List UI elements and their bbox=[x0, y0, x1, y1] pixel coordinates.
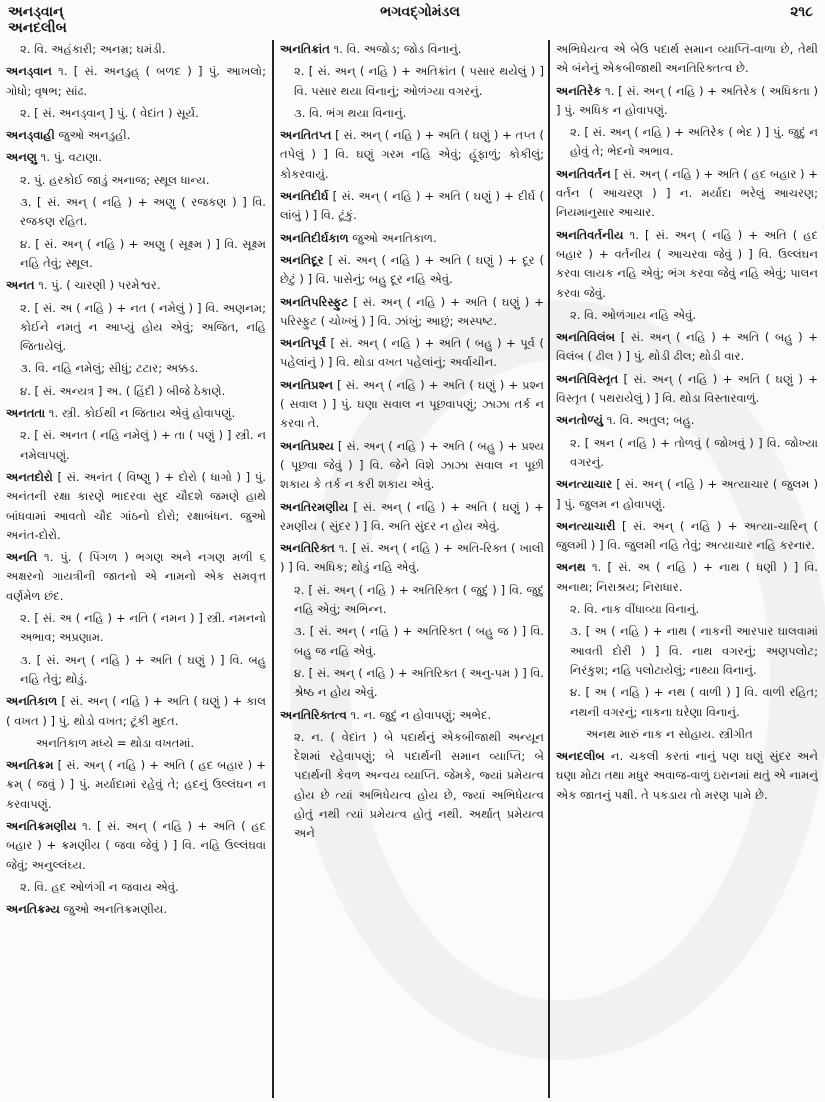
headword: અનતિ bbox=[6, 550, 38, 565]
dictionary-entry bbox=[280, 376, 544, 434]
definition-text: ૨. [ અન ( નહિ ) + તોળવું ( જોખવું ) ] વિ. જોખ્યા વગરનું. bbox=[570, 435, 818, 469]
headword: અનડ્વાન bbox=[6, 64, 52, 79]
entry-sense bbox=[280, 728, 544, 844]
entry-sense bbox=[556, 123, 818, 162]
definition-text: [ સં. અન્ ( નહિ ) + અત્યાચાર ( જુલમ ) ] પું. જુલમ ન હોવાપણું. bbox=[556, 477, 818, 511]
definition-text: [ સં. અન્ ( નહિ ) + અત્યા-ચારિન્ ( જુલમી ) ] વિ. જુલમી નહિ તેવું; અત્યાચાર નહિ કરનાર. bbox=[556, 518, 818, 553]
dictionary-entry bbox=[280, 706, 544, 725]
entry-sense bbox=[280, 62, 544, 101]
definition-text: ૨. ન. ( વેદાંત ) બે પદાર્થનું એકબીજાથી અન્યૂન દેશમાં રહેવાપણું; બે પદાર્થની સમાન વ્યાપ્તિ; બે પદાર્થની કેવળ અન્વય વ્યાપ્તિ. જેમકે, જ્યાં પ્રમેયત્વ હોય છે ત્યાં અભિધેયત્વ હોય છે, જ્યાં અભિધેયત્વ હોતું નથી ત્યાં પ્રમેયત્વ હોતું નથી. અર્થાત્ પ્રમેયત્વ અને bbox=[294, 729, 544, 841]
definition-text: ૧. [ સં. અન્ ( નહિ ) + અતિ-રિક્ત ( ખાલી ) ] વિ. અધિક; થોડું નહિ એવું. bbox=[280, 541, 544, 575]
dictionary-entry bbox=[556, 226, 818, 303]
dictionary-entry bbox=[6, 276, 266, 295]
guide-word-last: અનદલીબ bbox=[8, 20, 67, 36]
dictionary-entry bbox=[6, 126, 266, 145]
definition-text: ૨. [ સં. અન્ ( નહિ ) + અતિરિક્ત ( જુદું ) ] વિ. જુદું નહિ એવું; અભિન્ન. bbox=[294, 582, 544, 617]
definition-text: ૧. [ સં. અન્ ( નહિ ) + અતિ ( હદ બહાર ) + ક્રમણીય ( જવા જેવું ) ] વિ. નહિ ઉલ્લંઘવા જેવું; અનુલ્લંઘ્ય. bbox=[6, 818, 266, 872]
dictionary-entry bbox=[280, 334, 544, 373]
definition-text: [ સં. અન્ ( નહિ ) + અતિ ( ઘણું ) + તપ્ત ( તપેલું ) ] વિ. ઘણું ગરમ નહિ એવું; હૂંફાળું; કોકીલું; કોકરવાયું. bbox=[280, 128, 544, 181]
dictionary-entry bbox=[556, 328, 818, 367]
definition-text: ૪. [ સં. અન્ ( નહિ ) + અતિરિક્ત ( અનુ-પમ ) ] વિ. શ્રેષ્ઠ ન હોય એવું. bbox=[294, 665, 544, 700]
definition-text: [ સં. અન્ ( નહિ ) + અતિ ( બહુ ) + પ્રશ્ય ( પૂછવા જેવું ) ] વિ. જેને વિશે ઝાઝા સવાલ ન પૂછી શકાય કે તર્ક ન કરી શકાય એવું. bbox=[280, 438, 544, 492]
entry-sense bbox=[6, 104, 266, 123]
entry-sense bbox=[6, 382, 266, 401]
entry-sense bbox=[280, 104, 544, 123]
definition-text: [ સં. અન્ ( નહિ ) + અતિ ( બહુ ) + વિલંબ ( ઢીલ ) ] પું. થોડી ઢીલ; થોડી વાર. bbox=[556, 330, 818, 364]
definition-text: ૧. વિ. અજોડ; જોડ વિનાનું. bbox=[329, 42, 462, 56]
definition-text: [ સં. અન્ ( નહિ ) + અતિ ( ઘણું ) + કાલ ( વખત ) ] પું. થોડો વખત; ટૂંકી મુદત. bbox=[6, 694, 266, 728]
entry-sense bbox=[6, 734, 266, 753]
column-3 bbox=[556, 40, 818, 1100]
definition-text: ૪. [ સં. અન્ ( નહિ ) + અણુ ( સૂક્ષ્મ ) ] વિ. સૂક્ષ્મ નહિ તેવું; સ્થૂલ. bbox=[20, 236, 266, 270]
entry-sense bbox=[556, 725, 818, 744]
headword: અનતિક્રમણીય bbox=[6, 818, 77, 833]
headword: અનતિપ્રશ્ય bbox=[280, 438, 334, 453]
headword: અનતિક્રમ્ય bbox=[6, 902, 60, 917]
definition-text: [ સં. અન્ ( નહિ ) + અતિ ( ઘણું ) + પ્રશ્ન ( સવાલ ) ] પું. ઘણા સવાલ ન પૂછવાપણું; ઝાઝા તર્ક ન કરવા તે. bbox=[280, 377, 544, 431]
definition-text: ૨. વિ. નાક વીંધાવ્યા વિનાનું. bbox=[570, 602, 700, 617]
entry-sense bbox=[6, 193, 266, 232]
headword: અનતિપૂર્વ bbox=[280, 336, 326, 351]
dictionary-entry bbox=[6, 756, 266, 814]
headword: અનતિદૂર bbox=[280, 252, 324, 267]
dictionary-entry bbox=[280, 539, 544, 578]
definition-text: ૧. વિ. અતુલ; બહુ. bbox=[603, 413, 695, 428]
headword: અનતિદીર્ઘકાળ bbox=[280, 230, 349, 245]
definition-text: ૨. વિ. ઓળંગાય નહિ એવું. bbox=[570, 307, 696, 322]
dictionary-entry bbox=[6, 900, 266, 919]
definition-text: ૨. પું. હરકોઈ જાડું અનાજ; સ્થૂલ ધાન્ય. bbox=[20, 172, 210, 187]
definition-text: ૨. [ સં. અ ( નહિ ) + નત ( નમેલું ) ] વિ. અણનમ; કોઈને નમતું ન આપ્યું હોય એવું; અજિત, નહિ જિતાયેલું. bbox=[20, 300, 266, 354]
dictionary-entry bbox=[280, 126, 544, 184]
dictionary-entry bbox=[6, 692, 266, 731]
dictionary-entry bbox=[280, 293, 544, 332]
headword: અનતિરિક્ત bbox=[280, 541, 335, 556]
headword: અનણુ bbox=[6, 150, 37, 165]
dictionary-entry bbox=[6, 468, 266, 545]
headword: અનતિવિસ્તૃત bbox=[556, 371, 619, 386]
definition-text: જુઓ અનતિકાળ. bbox=[348, 230, 437, 245]
headword: અનડ્વાહી bbox=[6, 128, 55, 143]
definition-text: ૧. સ્ત્રી. કોઈથી ન જિતાય એવું હોવાપણું. bbox=[45, 406, 236, 421]
dictionary-entry bbox=[556, 517, 818, 556]
entry-sense bbox=[556, 622, 818, 680]
headword: અનતિરિક્તત્વ bbox=[280, 707, 347, 722]
headword: અનદલીબ bbox=[556, 749, 605, 764]
dictionary-entry bbox=[556, 475, 818, 514]
entry-sense bbox=[6, 426, 266, 465]
definition-text: ૧. પું. ( ચારણી ) પરમેશ્વર. bbox=[34, 278, 161, 293]
dictionary-entry bbox=[6, 817, 266, 875]
definition-text: [ સં. અન્ ( નહિ ) + અતિ ( હદ બહાર ) + વર્તન ( આચરણ ) ] ન. મર્યાદા ભરેલું આચરણ; નિયમાનુસાર આચાર. bbox=[556, 166, 818, 220]
definition-text: ૩. [ સં. અન્ ( નહિ ) + અણુ ( રજકણ ) ] વિ. રજકણ રહિત. bbox=[20, 195, 266, 229]
headword: અનતિક્રાંત bbox=[280, 42, 330, 56]
definition-text: ૨. [ સં. અ ( નહિ ) + નતિ ( નમન ) ] સ્ત્રી. નમનનો અભાવ; અપ્રણામ. bbox=[20, 611, 266, 645]
headword: અનત bbox=[6, 278, 35, 293]
headword: અનતિપ્રશ્ન bbox=[280, 377, 333, 392]
definition-text: અનથ મારું નાક ન સોહાય. સ્ત્રીગીત bbox=[586, 726, 753, 741]
dictionary-entry bbox=[280, 40, 544, 59]
dictionary-entry bbox=[6, 404, 266, 423]
definition-text: ૩. [ સં. અન્ ( નહિ ) + અતિ ( ઘણું ) ] વિ. બહુ નહિ તેવું; થોડું. bbox=[20, 652, 266, 686]
entry-sense bbox=[556, 683, 818, 722]
dictionary-entry bbox=[6, 548, 266, 606]
entry-sense bbox=[6, 299, 266, 357]
definition-text: ૨. [ સં. અનડ્વાન્ ] પું. ( વેદાંત ) સૂર્ય. bbox=[20, 105, 199, 120]
definition-text: ૩. વિ. ભંગ થયા વિનાનું. bbox=[294, 105, 407, 120]
definition-text: [ સં. અન્ ( નહિ ) + અતિ ( ઘણું ) + રમણીય ( સુંદર ) ] વિ. અતિ સુંદર ન હોય એવું. bbox=[280, 499, 544, 533]
dictionary-entry bbox=[6, 62, 266, 101]
dictionary-entry bbox=[280, 187, 544, 226]
definition-text: ૨. [ સં. અન્ ( નહિ ) + અતિક્રાંત ( પસાર થયેલું ) ] વિ. પસાર થયા વિનાનું; ઓળંગ્યા વગરનું. bbox=[294, 64, 544, 98]
entry-sense bbox=[280, 622, 544, 661]
definition-text: [ સં. અન્ ( નહિ ) + અતિ ( ઘણું ) + દીર્ઘ ( લાંબું ) ] વિ. ટૂંકું. bbox=[280, 189, 544, 223]
dictionary-entry bbox=[556, 411, 818, 430]
headword: અનતોળ્યું bbox=[556, 413, 604, 428]
definition-text: ૩. [ અ ( નહિ ) + નાથ ( નાકની આરપાર ઘાલવામાં આવતી દોરી ) ] વિ. નાથ વગરનું; અણપલોટ; નિરંકુશ; નહિ પલોટાયેલું; નાથ્યા વિનાનું. bbox=[570, 624, 818, 677]
dictionary-entry bbox=[280, 251, 544, 290]
dictionary-entry bbox=[280, 498, 544, 537]
headword: અનતિરમણીય bbox=[280, 499, 349, 514]
book-title: ભગવદ્ગોમંડલ bbox=[380, 4, 460, 20]
column-divider bbox=[548, 40, 550, 1098]
headword: અનતિવર્તનીય bbox=[556, 227, 624, 242]
headword: અનત્યાચારી bbox=[556, 518, 616, 533]
guide-word-first: અનડ્વાન્ bbox=[8, 4, 64, 20]
definition-text: ૧. ન. જુદું ન હોવાપણું; અભેદ. bbox=[346, 707, 492, 722]
entry-sense bbox=[6, 235, 266, 274]
dictionary-entry bbox=[556, 558, 818, 597]
entry-sense bbox=[6, 40, 266, 59]
definition-text: ૧. પું. ( પિંગળ ) ભગણ અને નગણ મળી ૬ અક્ષરનો ગાયત્રીની જાતનો એ નામનો એક સમવૃત્ત વર્ણમેળ છંદ. bbox=[6, 550, 266, 603]
definition-text: ૨. [ સં. અન્ ( નહિ ) + અતિરેક ( ભેદ ) ] પું. જુદું ન હોવું તે; ભેદનો અભાવ. bbox=[570, 125, 818, 159]
dictionary-entry bbox=[6, 148, 266, 167]
headword: અનતિદીર્ઘ bbox=[280, 189, 329, 204]
headword: અનતિરેક bbox=[556, 83, 602, 98]
definition-text: ૩. [ સં. અન્ ( નહિ ) + અતિરિક્ત ( બહુ જ ) ] વિ. બહુ જ નહિ એવું. bbox=[294, 624, 544, 658]
definition-text: અભિધેયત્વ એ બેઉ પદાર્થ સમાન વ્યાપ્તિ-વાળા છે, તેથી એ બંનેનું એકબીજાથી અનતિરિક્તત્વ છે. bbox=[556, 42, 818, 76]
headword: અનતદોરો bbox=[6, 469, 53, 484]
column-1 bbox=[6, 40, 266, 1100]
definition-text: ૪. [ અ ( નહિ ) + નથ ( વાળી ) ] વિ. વાળી રહિત; નથની વગરનું; નાકના ઘરેણા વિનાનું. bbox=[570, 685, 818, 719]
definition-text: [ સં. અન્ ( નહિ ) + અતિ ( ઘણું ) + દૂર ( છેટું ) ] વિ. પાસેનું; બહુ દૂર નહિ એવું. bbox=[280, 252, 544, 287]
dictionary-entry bbox=[556, 370, 818, 409]
column-2 bbox=[280, 40, 544, 1100]
definition-text: ૨. વિ. અહંકારી; અનમ્ર; ઘમંડી. bbox=[20, 42, 166, 56]
dictionary-entry bbox=[280, 229, 544, 248]
dictionary-entry bbox=[556, 82, 818, 121]
page-number: ૨૧૮ bbox=[790, 4, 813, 20]
dictionary-entry bbox=[556, 165, 818, 223]
headword: અનતિકાળ bbox=[6, 694, 58, 709]
column-divider bbox=[272, 40, 274, 1098]
definition-text: જુઓ અનતિક્રમણીય. bbox=[59, 902, 168, 917]
entry-sense bbox=[556, 40, 818, 79]
definition-text: ૧. પું. વટાણા. bbox=[36, 150, 103, 165]
definition-text: ૧. [ સં. અનડુહ્ ( બળદ ) ] પું. આખલો; ગોધો; વૃષભ; સાંઢ. bbox=[6, 64, 266, 98]
definition-text: ૪. [ સં. અન્યત્ર ] અ. ( હિંદી ) બીજે ઠેકાણે. bbox=[20, 383, 226, 398]
dictionary-entry bbox=[556, 747, 818, 805]
definition-text: ૧. [ સં. અન્ ( નહિ ) + અતિરેક ( અધિકતા ) ] પું. અધિક ન હોવાપણું. bbox=[556, 83, 818, 117]
entry-sense bbox=[556, 434, 818, 473]
definition-text: [ સં. અનંત ( વિષ્ણુ ) + દોરો ( ધાગો ) ] પું. અનંતની રક્ષા કારણે ભાદરવા સુદ ચૌદશે જમણે હાથે બાંધવામાં આવતો ચૌદ ગાંઠનો દોરો; રક્ષાબંધન. જુઓ અનંત-દોરો. bbox=[6, 469, 266, 542]
entry-sense bbox=[6, 651, 266, 690]
definition-text: ૧. [ સં. અન્ ( નહિ ) + અતિ ( હદ બહાર ) + વર્તનીય ( આચરવા જેવું ) ] વિ. ઉલ્લંઘન કરવા લાયક નહિ એવું; ભંગ કરવા જેવું નહિ એવું; પાલન કરવા જેવું. bbox=[556, 227, 818, 300]
headword: અનત્યાચાર bbox=[556, 477, 613, 492]
headword: અનતિક્રમ bbox=[6, 758, 54, 773]
definition-text: જુઓ અનડુહી. bbox=[54, 128, 131, 143]
entry-sense bbox=[6, 171, 266, 190]
headword: અનતિવિલંબ bbox=[556, 330, 616, 345]
guide-words bbox=[8, 4, 67, 36]
definition-text: [ સં. અન્ ( નહિ ) + અતિ ( ઘણું ) + પરિસ્ફુટ ( ચોખ્ખું ) ] વિ. ઝાંખું; આછું; અસ્પષ્ટ. bbox=[280, 294, 544, 328]
entry-sense bbox=[556, 306, 818, 325]
definition-text: ૨. [ સં. અનત ( નહિ નમેલું ) + તા ( પણું ) ] સ્ત્રી. ન નમેલાપણું. bbox=[20, 428, 266, 462]
definition-text: ૩. વિ. નહિ નમેલું; સીધું; ટટાર; અક્કડ. bbox=[20, 361, 199, 376]
headword: અનતિવર્તન bbox=[556, 166, 611, 181]
definition-text: [ સં. અન્ ( નહિ ) + અતિ ( હદ બહાર ) + ક્રમ્ ( જવું ) ] પું. મર્યાદામાં રહેવું તે; હદનું ઉલ્લંઘન ન કરવાપણું. bbox=[6, 758, 266, 811]
headword: અનતિતપ્ત bbox=[280, 128, 332, 143]
entry-sense bbox=[556, 600, 818, 619]
entry-sense bbox=[6, 609, 266, 648]
entry-sense bbox=[280, 664, 544, 703]
definition-text: ૨. વિ. હદ ઓળંગી ન જવાય એવું. bbox=[20, 879, 179, 894]
headword: અનથ bbox=[556, 560, 586, 575]
entry-sense bbox=[6, 359, 266, 378]
definition-text: ૧. [ સં. અ ( નહિ ) + નાથ ( ધણી ) ] વિ. અનાથ; નિરાશ્રય; નિરાધાર. bbox=[556, 560, 818, 594]
definition-text: [ સં. અન્ ( નહિ ) + અતિ ( ઘણું ) + વિસ્તૃત ( પથરાયેલું ) ] વિ. થોડા વિસ્તારવાળું. bbox=[556, 371, 818, 406]
entry-sense bbox=[280, 581, 544, 620]
entry-sense bbox=[6, 878, 266, 897]
page-header bbox=[0, 4, 825, 40]
definition-text: ન. ચકલી કરતાં નાનું પણ ઘણું સુંદર અને ઘણા મોટા તથા મધુર અવાજ-વાળું ઇરાનમાં થતું એ નામનું એક જાતનું પક્ષી. તે પકડાય તો મરણ પામે છે. bbox=[556, 749, 818, 802]
headword: અનતતા bbox=[6, 406, 46, 421]
headword: અનતિપરિસ્ફુટ bbox=[280, 294, 349, 309]
dictionary-entry bbox=[280, 437, 544, 495]
definition-text: અનતિકાળ મધ્યે = થોડા વખતમાં. bbox=[36, 735, 195, 750]
definition-text: [ સં. અન્ ( નહિ ) + અતિ ( બહુ ) + પૂર્વ ( પહેલાંનું ) ] વિ. થોડા વખત પહેલાંનું; અર્વાચીન. bbox=[280, 336, 544, 370]
